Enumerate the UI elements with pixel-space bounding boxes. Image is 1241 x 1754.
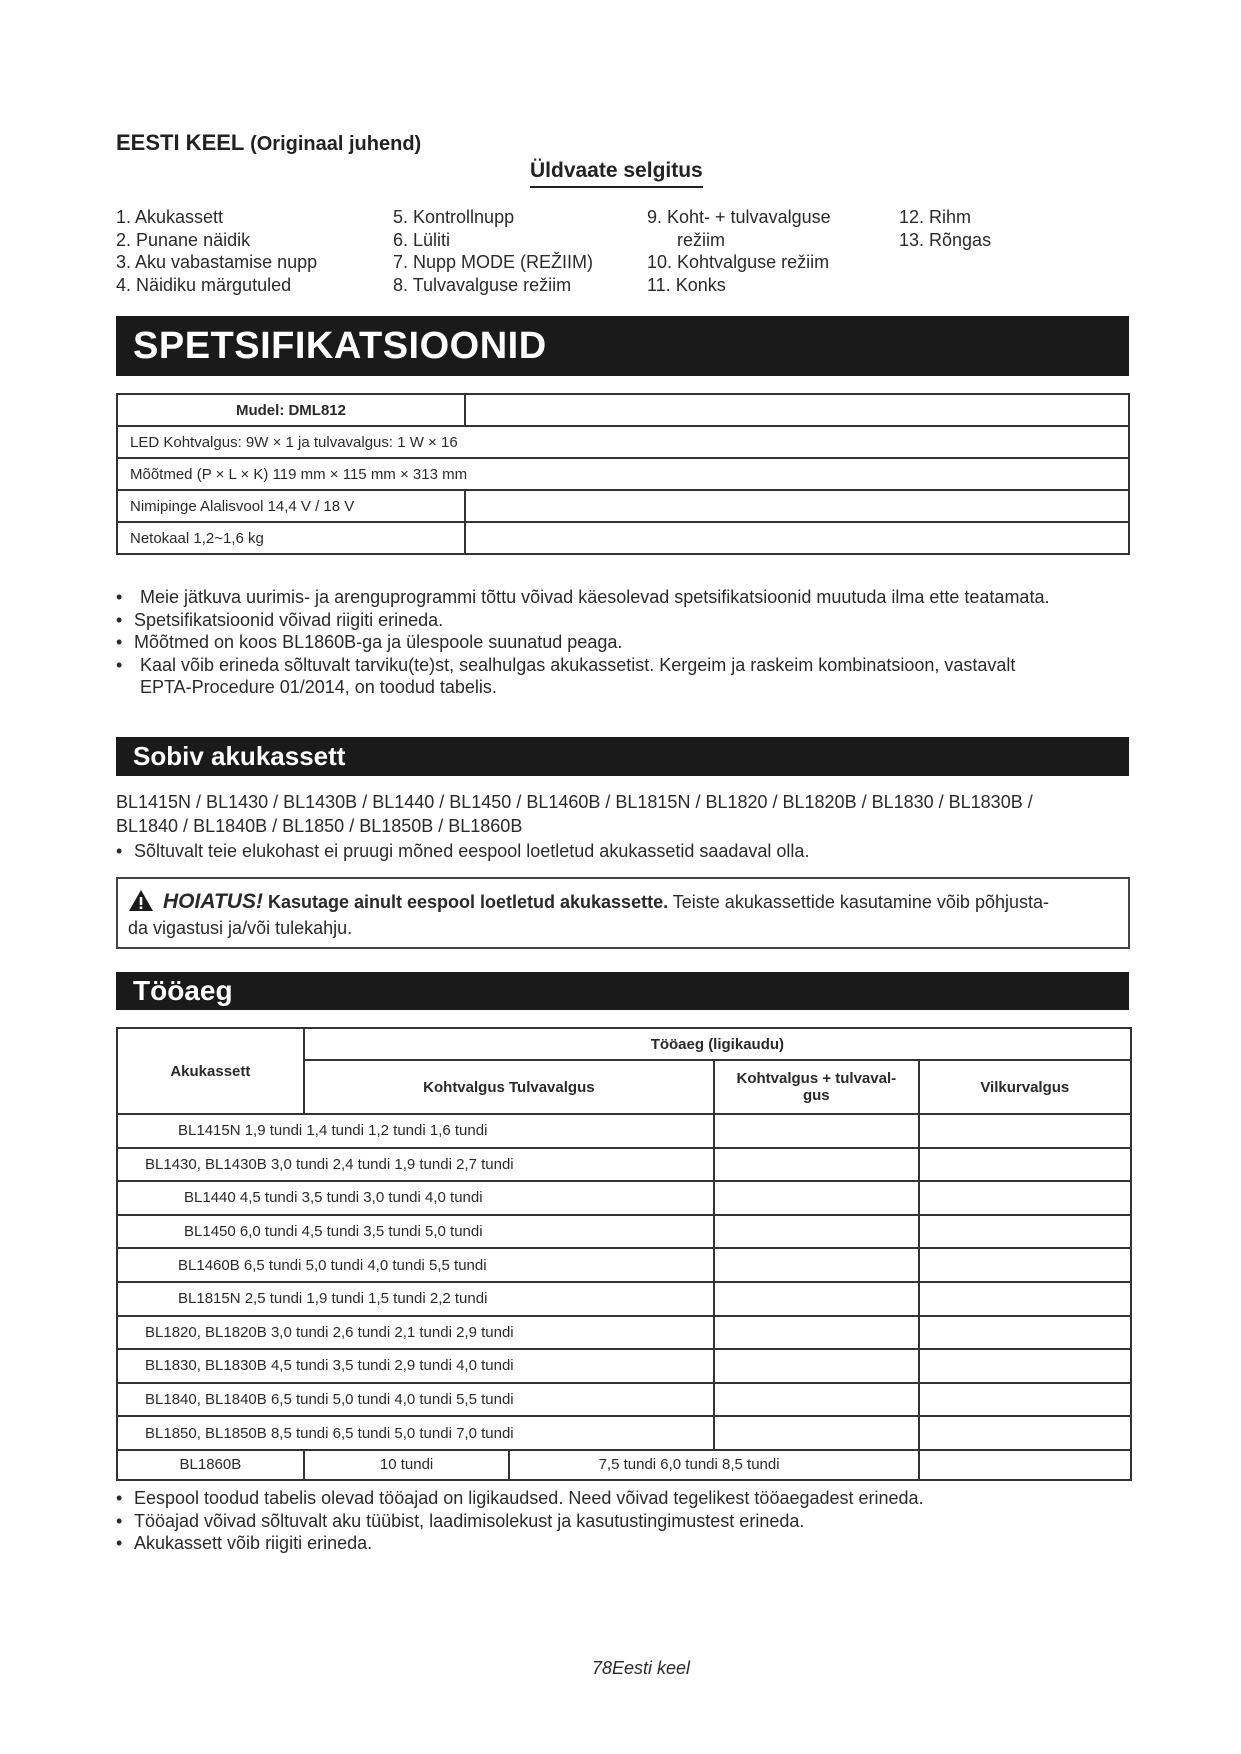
empty-cell bbox=[919, 1181, 1131, 1215]
overview-item: 5. Kontrollnupp bbox=[393, 207, 515, 227]
warning-text-continued: da vigastusi ja/või tulekahju. bbox=[128, 918, 353, 938]
empty-cell bbox=[714, 1114, 919, 1148]
battery-list-line: BL1840 / BL1840B / BL1850 / BL1850B / BL1860B bbox=[116, 816, 523, 836]
note-item: • Meie jätkuva uurimis- ja arenguprogrammi tõttu võivad käesolevad spetsifikatsioonid muutuda ilma ette teatamata. bbox=[116, 586, 1049, 609]
empty-cell bbox=[714, 1349, 919, 1383]
overview-item: 8. Tulvavalguse režiim bbox=[393, 274, 572, 295]
table-row bbox=[117, 1349, 1131, 1383]
table-row bbox=[117, 1316, 1131, 1350]
column-header-battery: Akukassett bbox=[117, 1028, 304, 1114]
column-header-combined-line1: Kohtvalgus + tulvaval- bbox=[736, 1070, 897, 1087]
model-cell: Mudel: DML812 bbox=[117, 394, 465, 426]
overview-column-1 bbox=[116, 206, 317, 296]
note-item: • Sõltuvalt teie elukohast ei pruugi mõned eespool loetletud akukassetid saadaval olla. bbox=[116, 840, 809, 863]
empty-cell bbox=[919, 1349, 1131, 1383]
table-cell: BL1830, BL1830B 4,5 tundi 3,5 tundi 2,9 tundi 4,0 tundi bbox=[117, 1349, 714, 1383]
empty-cell bbox=[919, 1416, 1131, 1450]
page-number: 78Eesti keel bbox=[592, 1658, 691, 1678]
table-row bbox=[117, 522, 1129, 554]
column-header-spot-flood: Kohtvalgus Tulvavalgus bbox=[304, 1060, 714, 1114]
overview-item: 12. Rihm bbox=[899, 207, 972, 227]
overview-column-3 bbox=[647, 206, 831, 296]
empty-cell bbox=[919, 1450, 1131, 1480]
language-heading bbox=[116, 130, 421, 156]
specifications-table bbox=[116, 393, 1130, 555]
table-row bbox=[117, 458, 1129, 490]
table-row bbox=[117, 426, 1129, 458]
warning-strong-text: Kasutage ainult eespool loetletud akukassette. bbox=[267, 892, 669, 912]
overview-item: 6. Lüliti bbox=[393, 229, 451, 250]
table-header-row bbox=[117, 1028, 1131, 1060]
table-row bbox=[117, 1450, 1131, 1480]
spec-cell: Netokaal 1,2~1,6 kg bbox=[117, 522, 465, 554]
spec-cell: Mõõtmed (P × L × K) 119 mm × 115 mm × 313 mm bbox=[117, 458, 1129, 490]
table-cell: BL1820, BL1820B 3,0 tundi 2,6 tundi 2,1 tundi 2,9 tundi bbox=[117, 1316, 714, 1350]
empty-cell bbox=[919, 1215, 1131, 1249]
table-cell: BL1840, BL1840B 6,5 tundi 5,0 tundi 4,0 tundi 5,5 tundi bbox=[117, 1383, 714, 1417]
note-item: • Kaal võib erineda sõltuvalt tarviku(te)st, sealhulgas akukassetist. Kergeim ja raskeim kombinatsioon, vastavalt bbox=[116, 654, 1049, 677]
table-cell: BL1460B 6,5 tundi 5,0 tundi 4,0 tundi 5,5 tundi bbox=[117, 1248, 714, 1282]
table-cell: BL1415N 1,9 tundi 1,4 tundi 1,2 tundi 1,6 tundi bbox=[117, 1114, 714, 1148]
empty-cell bbox=[714, 1215, 919, 1249]
overview-item: 13. Rõngas bbox=[899, 229, 992, 250]
overview-item: 7. Nupp MODE (REŽIIM) bbox=[393, 252, 594, 272]
warning-box bbox=[116, 877, 1130, 949]
table-cell: BL1850, BL1850B 8,5 tundi 6,5 tundi 5,0 tundi 7,0 tundi bbox=[117, 1416, 714, 1450]
column-header-combined-line2: gus bbox=[802, 1087, 830, 1104]
table-row bbox=[117, 1114, 1131, 1148]
note-item: • Eespool toodud tabelis olevad tööajad on ligikaudsed. Need võivad tegelikest tööaegadest erineda. bbox=[116, 1487, 924, 1510]
language-subtitle: (Originaal juhend) bbox=[250, 133, 422, 155]
battery-list bbox=[116, 790, 1126, 838]
table-row bbox=[117, 1282, 1131, 1316]
table-cell: BL1440 4,5 tundi 3,5 tundi 3,0 tundi 4,0 tundi bbox=[117, 1181, 714, 1215]
empty-cell bbox=[465, 394, 1129, 426]
empty-cell bbox=[714, 1148, 919, 1182]
column-header-blink: Vilkurvalgus bbox=[919, 1060, 1131, 1114]
runtime-notes bbox=[116, 1487, 924, 1555]
table-row bbox=[117, 490, 1129, 522]
table-row bbox=[117, 1248, 1131, 1282]
table-cell-spot: 10 tundi bbox=[304, 1450, 510, 1480]
table-cell: BL1450 6,0 tundi 4,5 tundi 3,5 tundi 5,0 tundi bbox=[117, 1215, 714, 1249]
table-row bbox=[117, 394, 1129, 426]
empty-cell bbox=[919, 1248, 1131, 1282]
runtime-table bbox=[116, 1027, 1132, 1481]
table-cell: BL1815N 2,5 tundi 1,9 tundi 1,5 tundi 2,2 tundi bbox=[117, 1282, 714, 1316]
battery-notes bbox=[116, 840, 809, 863]
overview-item: 10. Kohtvalguse režiim bbox=[647, 252, 830, 272]
empty-cell bbox=[919, 1316, 1131, 1350]
table-cell-battery: BL1860B bbox=[117, 1450, 304, 1480]
note-item-continued: EPTA-Procedure 01/2014, on toodud tabelis. bbox=[140, 677, 497, 697]
note-item: • Spetsifikatsioonid võivad riigiti erineda. bbox=[116, 609, 1049, 632]
empty-cell bbox=[465, 522, 1129, 554]
overview-item: 4. Näidiku märgutuled bbox=[116, 274, 292, 295]
note-item: • Tööajad võivad sõltuvalt aku tüübist, laadimisolekust ja kasutustingimustest erineda. bbox=[116, 1510, 924, 1533]
table-cell: BL1430, BL1430B 3,0 tundi 2,4 tundi 1,9 tundi 2,7 tundi bbox=[117, 1148, 714, 1182]
empty-cell bbox=[714, 1416, 919, 1450]
specifications-heading: SPETSIFIKATSIOONID bbox=[116, 316, 1129, 376]
overview-item: 1. Akukassett bbox=[116, 207, 224, 227]
language-label: EESTI KEEL bbox=[116, 130, 244, 155]
empty-cell bbox=[714, 1181, 919, 1215]
overview-item: 3. Aku vabastamise nupp bbox=[116, 252, 318, 272]
table-cell-rest: 7,5 tundi 6,0 tundi 8,5 tundi bbox=[509, 1450, 918, 1480]
empty-cell bbox=[919, 1148, 1131, 1182]
empty-cell bbox=[919, 1282, 1131, 1316]
table-row bbox=[117, 1215, 1131, 1249]
runtime-heading: Tööaeg bbox=[116, 972, 1129, 1010]
empty-cell bbox=[465, 490, 1129, 522]
spec-cell: Nimipinge Alalisvool 14,4 V / 18 V bbox=[117, 490, 465, 522]
empty-cell bbox=[714, 1282, 919, 1316]
column-header-group: Tööaeg (ligikaudu) bbox=[304, 1028, 1131, 1060]
overview-item: režiim bbox=[677, 229, 725, 250]
overview-column-4 bbox=[899, 206, 991, 251]
warning-label: HOIATUS! bbox=[163, 890, 263, 913]
empty-cell bbox=[714, 1383, 919, 1417]
column-header-combined bbox=[714, 1060, 919, 1114]
warning-icon bbox=[128, 892, 163, 912]
battery-list-line: BL1415N / BL1430 / BL1430B / BL1440 / BL1450 / BL1460B / BL1815N / BL1820 / BL1820B / BL1830 / BL1830B / bbox=[116, 792, 1033, 812]
note-item: • Mõõtmed on koos BL1860B-ga ja ülespoole suunatud peaga. bbox=[116, 631, 1049, 654]
table-row bbox=[117, 1416, 1131, 1450]
empty-cell bbox=[714, 1316, 919, 1350]
overview-item: 2. Punane näidik bbox=[116, 229, 251, 250]
overview-item: 11. Konks bbox=[647, 274, 726, 295]
battery-heading: Sobiv akukassett bbox=[116, 737, 1129, 776]
overview-column-2 bbox=[393, 206, 593, 296]
warning-text: Teiste akukassettide kasutamine võib põhjusta- bbox=[672, 892, 1049, 912]
empty-cell bbox=[919, 1114, 1131, 1148]
table-row bbox=[117, 1181, 1131, 1215]
overview-title: Üldvaate selgitus bbox=[530, 159, 703, 188]
spec-cell: LED Kohtvalgus: 9W × 1 ja tulvavalgus: 1 W × 16 bbox=[117, 426, 1129, 458]
empty-cell bbox=[714, 1248, 919, 1282]
empty-cell bbox=[919, 1383, 1131, 1417]
note-item: • Akukassett võib riigiti erineda. bbox=[116, 1532, 924, 1555]
overview-item: 9. Koht- + tulvavalguse bbox=[647, 207, 831, 227]
specifications-notes bbox=[116, 586, 1049, 699]
table-row bbox=[117, 1383, 1131, 1417]
table-row bbox=[117, 1148, 1131, 1182]
